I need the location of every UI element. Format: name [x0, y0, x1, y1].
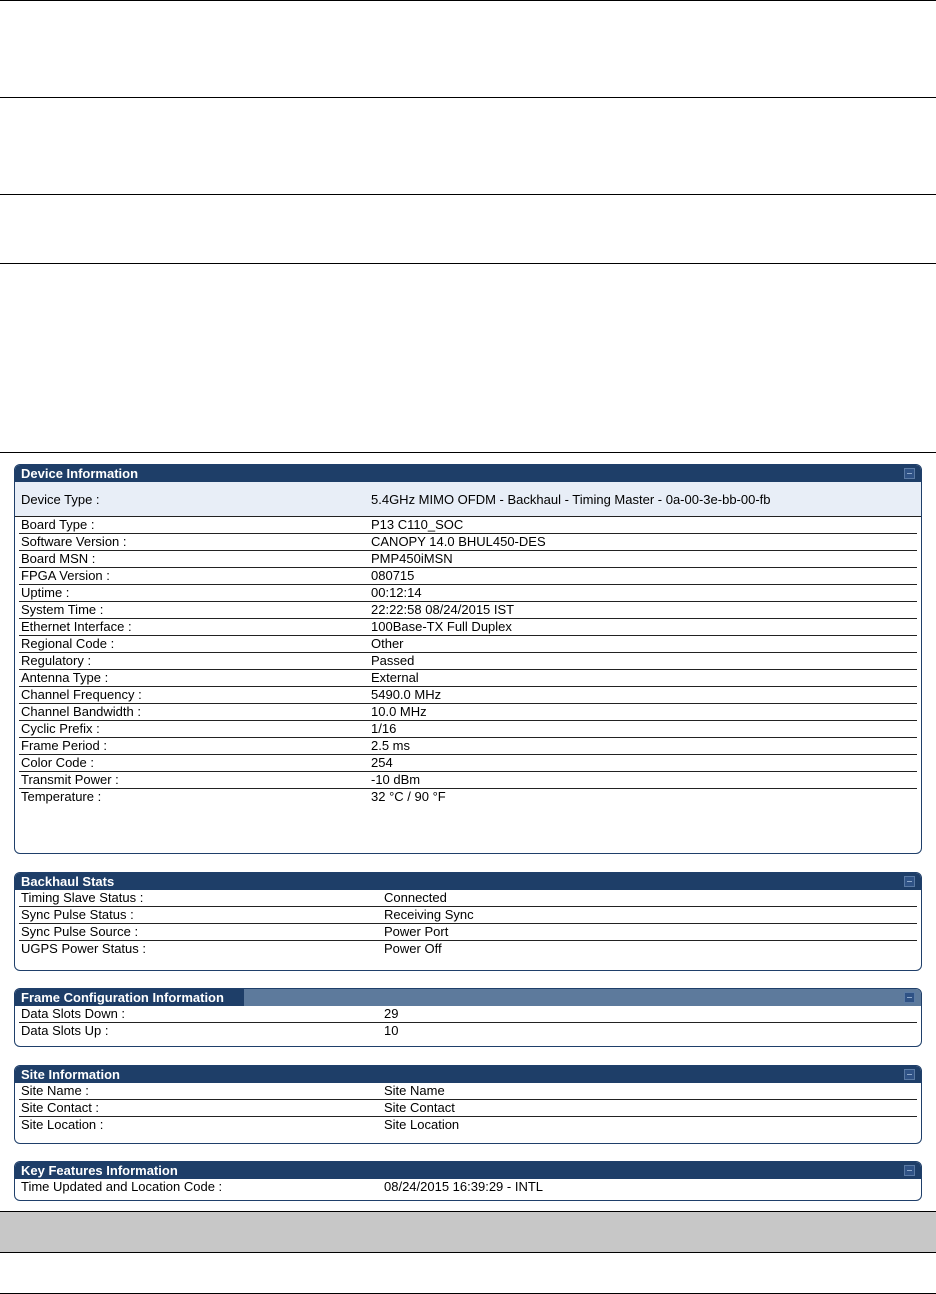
panel-title: Key Features Information — [21, 1163, 178, 1178]
table-row — [19, 585, 917, 602]
collapse-icon[interactable] — [904, 1069, 915, 1080]
row-value: Power Off — [384, 941, 442, 956]
divider — [0, 0, 936, 1]
table-row — [19, 551, 917, 568]
row-label: Transmit Power : — [21, 772, 119, 787]
table-row — [19, 890, 917, 907]
site-information-panel — [14, 1065, 922, 1144]
panel-header — [15, 1066, 921, 1083]
row-value: Passed — [371, 653, 415, 668]
row-value: 5.4GHz MIMO OFDM - Backhaul - Timing Master - 0a-00-3e-bb-00-fb — [371, 491, 771, 507]
table-row — [19, 738, 917, 755]
panel-header — [15, 465, 921, 482]
row-label: FPGA Version : — [21, 568, 110, 583]
collapse-icon[interactable] — [904, 992, 915, 1003]
table-row — [19, 1023, 917, 1039]
table-row — [19, 602, 917, 619]
table-row — [19, 924, 917, 941]
row-value: Site Location — [384, 1117, 460, 1132]
row-label: Ethernet Interface : — [21, 619, 132, 634]
key-features-panel — [14, 1161, 922, 1201]
panel-title: Backhaul Stats — [21, 874, 115, 889]
row-label: Regional Code : — [21, 636, 115, 651]
row-label: Data Slots Down : — [21, 1006, 126, 1021]
row-label: Site Location : — [21, 1117, 104, 1132]
table-row — [19, 1100, 917, 1117]
row-label: Channel Bandwidth : — [21, 704, 141, 719]
table-row — [19, 670, 917, 687]
row-value: Connected — [384, 890, 447, 905]
row-value: 5490.0 MHz — [371, 687, 442, 702]
collapse-icon[interactable] — [904, 876, 915, 887]
row-value: 10.0 MHz — [371, 704, 427, 719]
panel-title: Frame Configuration Information — [21, 990, 224, 1005]
row-label: Sync Pulse Status : — [21, 907, 134, 922]
table-row — [19, 619, 917, 636]
row-label: Site Contact : — [21, 1100, 100, 1115]
row-label: Time Updated and Location Code : — [21, 1179, 223, 1194]
row-label: Regulatory : — [21, 653, 92, 668]
row-label: Uptime : — [21, 585, 70, 600]
row-value: 29 — [384, 1006, 399, 1021]
backhaul-stats-panel — [14, 872, 922, 971]
row-label: System Time : — [21, 602, 104, 617]
table-row — [19, 772, 917, 789]
row-value: 10 — [384, 1023, 399, 1038]
row-label: Board MSN : — [21, 551, 96, 566]
panel-title: Device Information — [21, 466, 139, 481]
table-row — [19, 687, 917, 704]
device-information-panel — [14, 464, 922, 854]
row-value: Site Contact — [384, 1100, 455, 1115]
table-row — [19, 534, 917, 551]
table-row — [19, 1006, 917, 1023]
row-label: Timing Slave Status : — [21, 890, 144, 905]
table-row — [19, 704, 917, 721]
table-row — [19, 1083, 917, 1100]
frame-configuration-panel — [14, 988, 922, 1047]
table-row — [19, 1179, 917, 1195]
row-value: 1/16 — [371, 721, 397, 736]
row-value: 100Base-TX Full Duplex — [371, 619, 512, 634]
divider — [0, 97, 936, 98]
row-value: 2.5 ms — [371, 738, 411, 753]
table-row — [19, 517, 917, 534]
row-label: Data Slots Up : — [21, 1023, 109, 1038]
row-value: P13 C110_SOC — [371, 517, 464, 532]
collapse-icon[interactable] — [904, 1165, 915, 1176]
row-value: Site Name — [384, 1083, 445, 1098]
row-value: 22:22:58 08/24/2015 IST — [371, 602, 515, 617]
row-label: Channel Frequency : — [21, 687, 142, 702]
row-label: Device Type : — [21, 491, 100, 507]
row-value: External — [371, 670, 419, 685]
collapse-icon[interactable] — [904, 468, 915, 479]
row-label: Board Type : — [21, 517, 95, 532]
row-value: Other — [371, 636, 404, 651]
row-label: Temperature : — [21, 789, 102, 804]
row-value: 254 — [371, 755, 393, 770]
row-value: 080715 — [371, 568, 415, 583]
panel-title: Site Information — [21, 1067, 120, 1082]
row-label: Site Name : — [21, 1083, 89, 1098]
table-row — [19, 941, 917, 957]
table-row — [19, 789, 917, 805]
panel-header — [15, 989, 921, 1006]
row-label: Frame Period : — [21, 738, 107, 753]
row-value: Receiving Sync — [384, 907, 474, 922]
row-value: -10 dBm — [371, 772, 421, 787]
table-row — [15, 482, 921, 517]
table-row — [19, 755, 917, 772]
table-row — [19, 568, 917, 585]
row-value: PMP450iMSN — [371, 551, 453, 566]
row-label: Software Version : — [21, 534, 127, 549]
table-row — [19, 636, 917, 653]
panel-header — [15, 873, 921, 890]
divider — [0, 452, 936, 453]
row-label: Color Code : — [21, 755, 94, 770]
row-value: 00:12:14 — [371, 585, 422, 600]
divider — [0, 263, 936, 264]
row-value: 08/24/2015 16:39:29 - INTL — [384, 1179, 544, 1194]
divider — [0, 194, 936, 195]
row-label: Cyclic Prefix : — [21, 721, 100, 736]
row-value: 32 °C / 90 °F — [371, 789, 446, 804]
table-header-band — [0, 1211, 936, 1253]
row-label: Antenna Type : — [21, 670, 109, 685]
table-row — [19, 907, 917, 924]
table-row — [19, 721, 917, 738]
table-row — [19, 1117, 917, 1133]
table-row — [19, 653, 917, 670]
row-value: Power Port — [384, 924, 449, 939]
row-label: UGPS Power Status : — [21, 941, 146, 956]
row-value: CANOPY 14.0 BHUL450-DES — [371, 534, 546, 549]
row-label: Sync Pulse Source : — [21, 924, 139, 939]
panel-header — [15, 1162, 921, 1179]
